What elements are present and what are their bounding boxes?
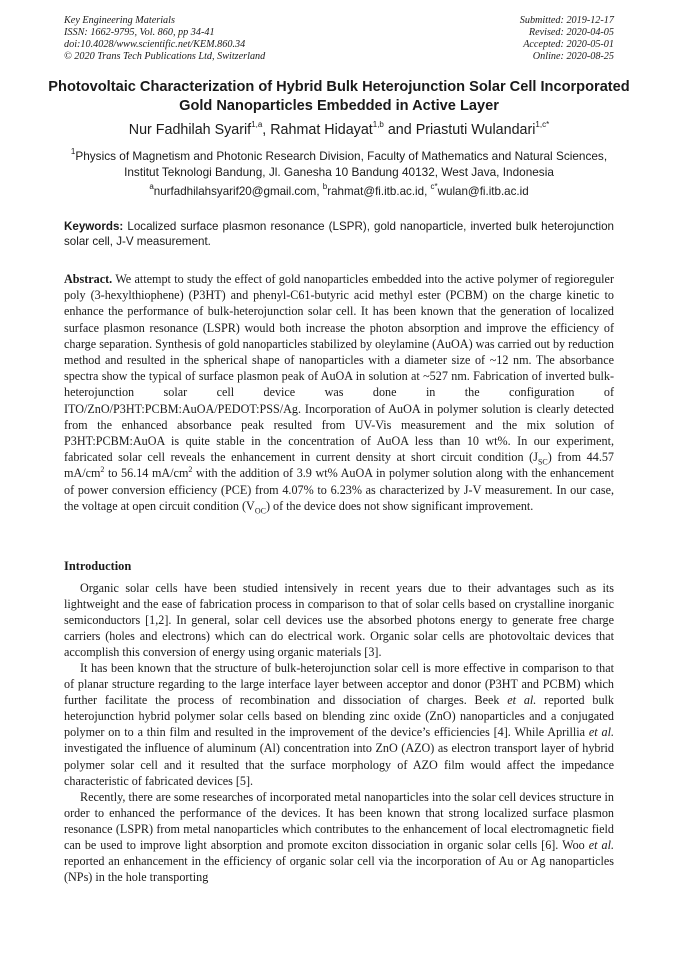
author-affil-sup: 1,a bbox=[251, 120, 263, 130]
journal-info bbox=[64, 15, 265, 63]
author-name: Nur Fadhilah Syarif bbox=[128, 122, 252, 138]
keywords bbox=[64, 219, 614, 249]
email-link[interactable]: wulan@fi.itb.ac.id bbox=[437, 185, 529, 198]
email-link[interactable]: rahmat@fi.itb.ac.id bbox=[327, 185, 425, 198]
paragraph: Organic solar cells have been studied intensively in recent years due to their advantages such as its lightweight and the ease of fabrication process in comparison to that of solar cells based on crystalline inorganic semiconductors [1,2]. In general, solar cell devices use the absorbed photons energy to generate free charge carriers (holes and electrons) which can do electrical work. Organic solar cells are photovoltaic devices that accomplish this conversion of energy using organic materials [3]. bbox=[64, 581, 614, 660]
keywords-label: Keywords: bbox=[64, 220, 124, 233]
author-name: Priastuti Wulandari bbox=[415, 122, 536, 138]
journal-name: Key Engineering Materials bbox=[64, 15, 175, 26]
submission-dates bbox=[520, 15, 614, 63]
author-affil-sup: 1,c* bbox=[535, 120, 550, 130]
introduction-body bbox=[64, 580, 614, 885]
keywords-text: Localized surface plasmon resonance (LSPR), gold nanoparticle, inverted bulk heterojunction solar cell, J-V measurement. bbox=[64, 220, 614, 248]
paragraph: It has been known that the structure of bulk-heterojunction solar cell is more effective in comparison to that of planar structure regarding to the large interface layer between acceptor and donor (P3HT and PCBM) which further facilitate the process of recombination and dissociation of charges. Beek et al. reported bulk heterojunction hybrid polymer solar cells based on blending zinc oxide (ZnO) nanoparticles and a conjugated polymer on to a thin film and resulted in the improvement of the device’s efficiencies [4]. While Aprillia et al. investigated the influence of aluminum (Al) concentration into ZnO (AZO) as electron transport layer of hybrid polymer solar cell and it resulted that the surface morphology of AZO film would affect the impedance characteristic of fabricated devices [5]. bbox=[64, 661, 615, 788]
affiliation-sup: 1 bbox=[70, 147, 76, 157]
author-list: Nur Fadhilah Syarif$^{1,a}$, Rahmat Hidayat$^{1,b}$ and Priastuti Wulandari$^{1,c*}$ bbox=[128, 120, 550, 138]
date-online: Online: 2020-08-25 bbox=[532, 51, 614, 62]
date-accepted: Accepted: 2020-05-01 bbox=[523, 39, 614, 50]
email-link[interactable]: nurfadhilahsyarif20@gmail.com bbox=[153, 185, 317, 198]
affiliation bbox=[64, 148, 614, 180]
section-heading-introduction: Introduction bbox=[64, 559, 132, 573]
paper-title: Photovoltaic Characterization of Hybrid Bulk Heterojunction Solar Cell Incorporated Gold Nanoparticles Embedded in Active Layer bbox=[48, 79, 630, 114]
affiliation-text: Physics of Magnetism and Photonic Research Division, Faculty of Mathematics and Natural Sciences, Institut Teknologi Bandung, Jl. Ganesha 10 Bandung 40132, West Java, Indonesia bbox=[75, 149, 608, 179]
journal-doi[interactable]: doi:10.4028/www.scientific.net/KEM.860.34 bbox=[64, 39, 246, 50]
author-affil-sup: 1,b bbox=[372, 120, 384, 130]
journal-issn: ISSN: 1662-9795, Vol. 860, pp 34-41 bbox=[64, 27, 215, 38]
email-list: $^a$nurfadhilahsyarif20@gmail.com, $^b$rahmat@fi.itb.ac.id, $^{c*}$wulan@fi.itb.ac.id bbox=[149, 182, 529, 198]
abstract-label: Abstract. bbox=[64, 272, 113, 286]
date-submitted: Submitted: 2019-12-17 bbox=[519, 15, 614, 26]
paragraph: Recently, there are some researches of incorporated metal nanoparticles into the solar cell devices structure in order to enhanced the performance of the devices. It has been known that strong localized surface plasmon resonance (LSPR) from metal nanoparticles which contributes to the enhancement of local electromagnetic field can be used to improve light absorption and promote exciton dissociation in organic solar cells [6]. Woo et al. reported an enhancement in the efficiency of organic solar cell via the incorporation of Au or Ag nanoparticles (NPs) in the hole transporting bbox=[64, 789, 615, 884]
abstract: Abstract. We attempt to study the effect of gold nanoparticles embedded into the active polymer of regioreguler poly (3-hexylthiophene) (P3HT) and phenyl-C61-butyric acid methyl ester (PCBM) on the charge kinetic to enhance the performance of bulk-heterojunction solar cell. It has been known that the generation of localized surface plasmon resonance (LSPR) would both increase the photon absorption and improve the efficiency of charge separation. Synthesis of gold nanoparticles stabilized by oleylamine (AuOA) was carried out by reduction method and resulted in the spherical shape of nanoparticles with a diameter size of ~12 nm. The absorbance spectra show the typical of surface plasmon peak of AuOA in solution at ~527 nm. Fabrication of inverted bulk-heterojunction solar cell device was done in the configuration of ITO/ZnO/P3HT:PCBM:AuOA/PEDOT:PSS/Ag. Incorporation of AuOA in polymer solution is clearly detected from the enhanced absorbance peak resulted from UV-Vis measurement and the mix solution of P3HT:PCBM:AuOA is quite stable in the concentration of AuOA less than 10 wt%. In our experiment, fabricated solar cell reveals the enhancement in current density at short circuit condition $(J_{SC})$ from 44.57 $mA/cm^2$ to 56.14 $mA/cm^2$ with the addition of 3.9 wt% AuOA in polymer solution along with the enhancement of power conversion efficiency (PCE) from 4.07% to 6.23% as characterized by J-V measurement. In our case, the voltage at open circuit condition $(V_{OC})$ of the device does not show significant improvement. bbox=[64, 272, 614, 516]
date-revised: Revised: 2020-04-05 bbox=[528, 27, 614, 38]
journal-copyright: © 2020 Trans Tech Publications Ltd, Switzerland bbox=[64, 51, 266, 62]
author-name: Rahmat Hidayat bbox=[270, 122, 373, 138]
